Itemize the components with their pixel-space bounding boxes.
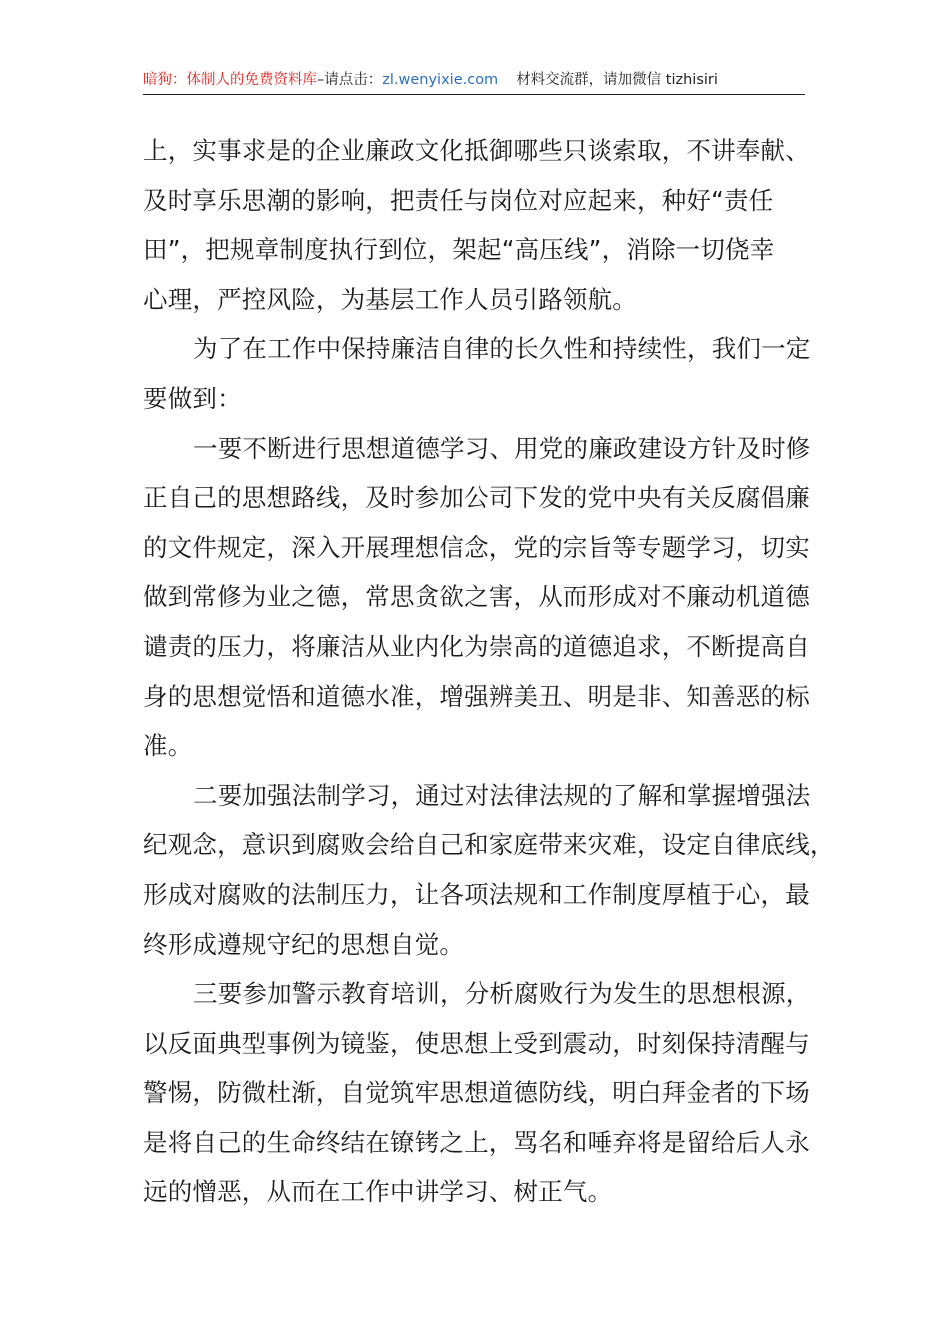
text-line: 正自己的思想路线，及时参加公司下发的党中央有关反腐倡廉 <box>143 483 810 513</box>
paragraph-start-line: 一要不断进行思想道德学习、用党的廉政建设方针及时修 <box>193 433 811 463</box>
text-line: 要做到： <box>143 383 242 413</box>
text-line: 上，实事求是的企业廉政文化抵御哪些只谈索取，不讲奉献、 <box>143 136 810 165</box>
header-site-name: 暗狗：体制人的免费资料库 <box>143 72 317 88</box>
text-line: 形成对腐败的法制压力，让各项法规和工作制度厚植于心，最 <box>143 879 810 909</box>
document-body <box>143 126 835 1217</box>
text-line: 谴责的压力，将廉洁从业内化为崇高的道德追求，不断提高自 <box>143 631 810 661</box>
text-line: 身的思想觉悟和道德水准，增强辨美丑、明是非、知善恶的标 <box>143 681 810 711</box>
text-line: 纪观念，意识到腐败会给自己和家庭带来灾难，设定自律底线， <box>143 830 835 860</box>
paragraph-start-line: 三要参加警示教育培训，分析腐败行为发生的思想根源， <box>193 979 811 1009</box>
text-line: 及时享乐思潮的影响，把责任与岗位对应起来，种好“责任 <box>143 185 774 215</box>
paragraph-start-line: 二要加强法制学习，通过对法律法规的了解和掌握增强法 <box>193 780 811 810</box>
text-line: 心理，严控风险，为基层工作人员引路领航。 <box>143 284 637 314</box>
header-group-text: 材料交流群，请加微信 tizhisiri <box>516 72 718 88</box>
paragraph-start-line: 为了在工作中保持廉洁自律的长久性和持续性，我们一定 <box>193 334 811 364</box>
header-url-link[interactable]: zl.wenyixie.com <box>382 72 499 88</box>
text-line: 终形成遵规守纪的思想自觉。 <box>143 929 465 959</box>
header-click-prompt: –请点击： <box>317 72 383 88</box>
text-line: 是将自己的生命终结在镣铐之上，骂名和唾弃将是留给后人永 <box>143 1127 810 1157</box>
text-line: 以反面典型事例为镜鉴，使思想上受到震动，时刻保持清醒与 <box>143 1028 810 1058</box>
text-line: 远的憎恶，从而在工作中讲学习、树正气。 <box>143 1177 613 1207</box>
text-line: 警惕，防微杜渐，自觉筑牢思想道德防线，明白拜金者的下场 <box>143 1078 810 1108</box>
page-header <box>143 66 805 95</box>
text-line: 准。 <box>143 731 193 761</box>
text-line: 做到常修为业之德，常思贪欲之害，从而形成对不廉动机道德 <box>143 582 810 612</box>
text-line: 的文件规定，深入开展理想信念，党的宗旨等专题学习，切实 <box>143 532 810 562</box>
text-line: 田”，把规章制度执行到位，架起“高压线”，消除一切侥幸 <box>143 235 775 265</box>
